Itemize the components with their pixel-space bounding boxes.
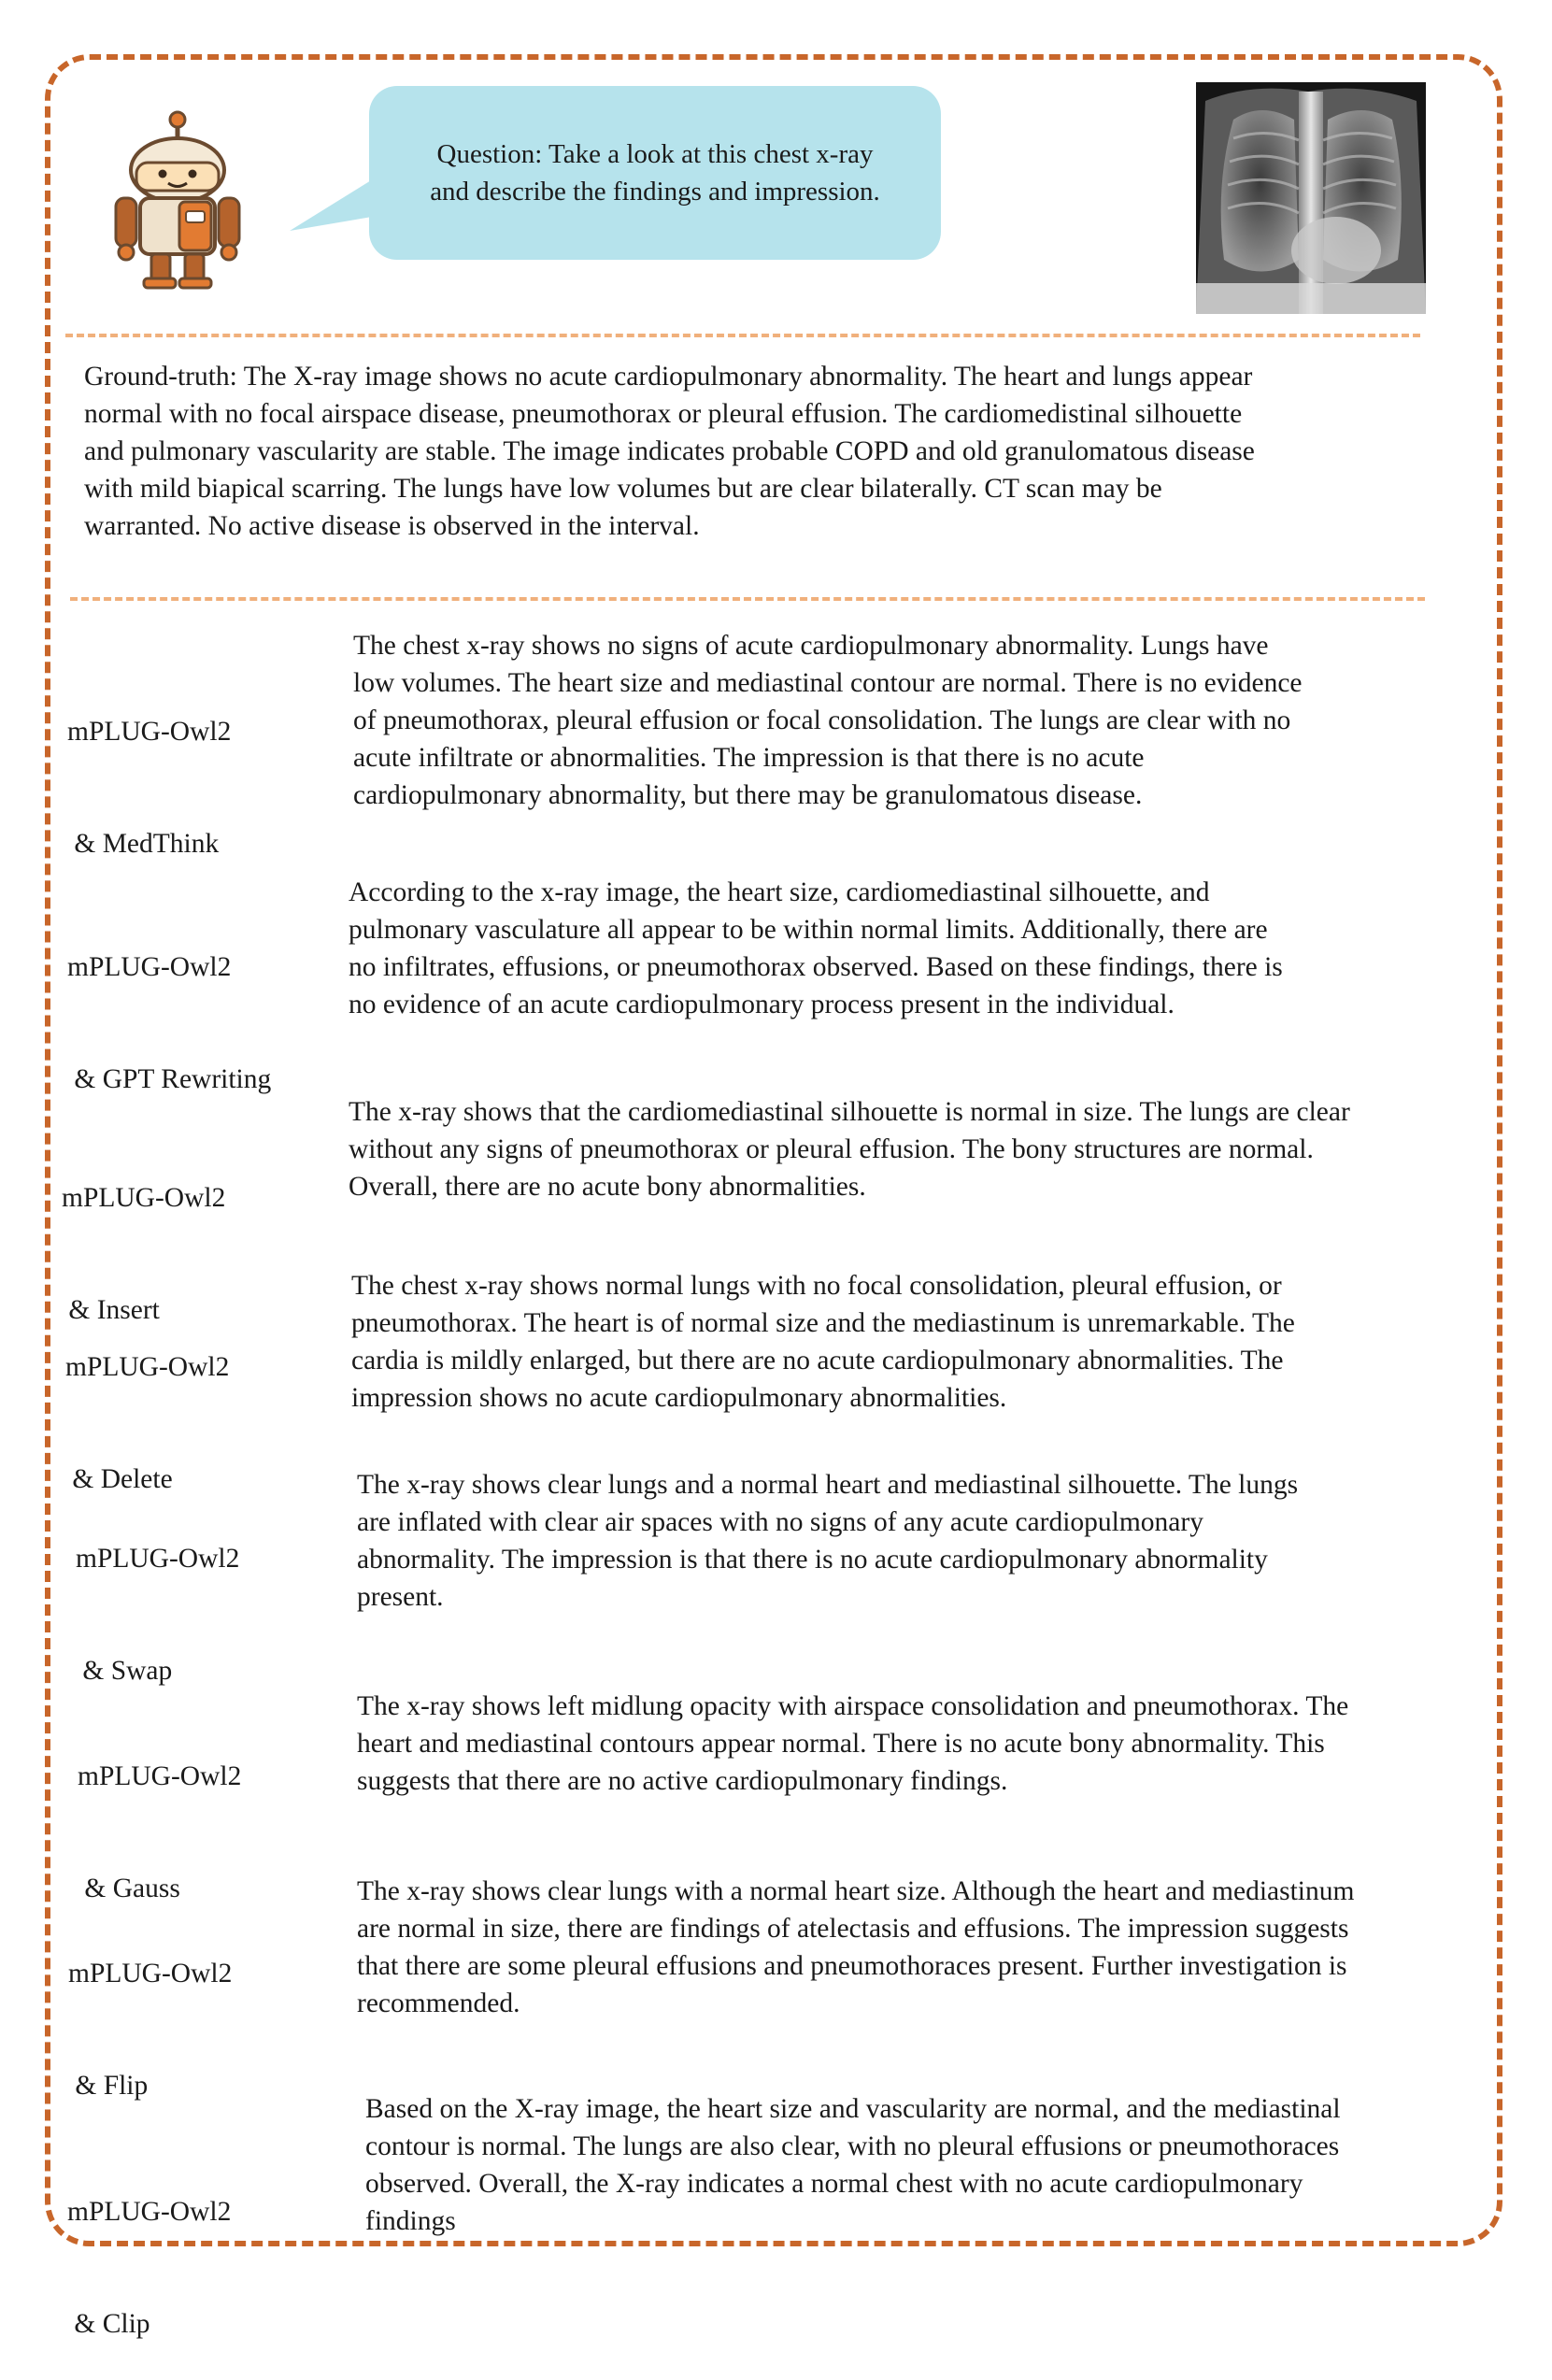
- model-response-gauss: [357, 1688, 1497, 1800]
- robot-assistant-icon: [93, 105, 262, 292]
- response-line: cardiopulmonary abnormality, but there may be granulomatous disease.: [353, 780, 1143, 810]
- model-label-flip: mPLUG-Owl2 & Flip: [68, 1959, 233, 2101]
- model-label-gauss: mPLUG-Owl2 & Gauss: [78, 1761, 242, 1903]
- model-label-clip: mPLUG-Owl2 & Clip: [67, 2197, 232, 2339]
- response-line: acute infiltrate or abnormalities. The impression is that there is no acute: [353, 743, 1145, 773]
- response-line: are normal in size, there are findings of atelectasis and effusions. The impression suggests: [357, 1914, 1349, 1944]
- response-line: that there are some pleural effusions and pneumothoraces present. Further investigation is: [357, 1951, 1347, 1981]
- response-line: no evidence of an acute cardiopulmonary process present in the individual.: [349, 990, 1175, 1019]
- model-response-gpt-rewriting: [349, 874, 1470, 1023]
- model-response-delete: [351, 1267, 1473, 1417]
- response-line: present.: [357, 1582, 444, 1612]
- response-line: heart and mediastinal contours appear normal. There is no acute bony abnormality. This: [357, 1729, 1325, 1759]
- response-line: Overall, there are no acute bony abnormalities.: [349, 1172, 866, 1202]
- response-line: recommended.: [357, 1988, 520, 2018]
- response-line: The x-ray shows clear lungs with a normal heart size. Although the heart and mediastinum: [357, 1876, 1355, 1906]
- response-line: suggests that there are no active cardiopulmonary findings.: [357, 1766, 1008, 1796]
- response-line: pneumothorax. The heart is of normal size and the mediastinum is unremarkable. The: [351, 1308, 1295, 1338]
- model-label-insert: mPLUG-Owl2 & Insert: [62, 1183, 226, 1325]
- response-line: The x-ray shows that the cardiomediastinal silhouette is normal in size. The lungs are clear: [349, 1097, 1350, 1127]
- response-line: The chest x-ray shows normal lungs with no focal consolidation, pleural effusion, or: [351, 1271, 1282, 1301]
- chest-xray-image: [1196, 82, 1426, 314]
- response-line: are inflated with clear air spaces with no signs of any acute cardiopulmonary: [357, 1507, 1203, 1537]
- response-line: without any signs of pneumothorax or pleural effusion. The bony structures are normal.: [349, 1134, 1314, 1164]
- response-line: impression shows no acute cardiopulmonary abnormalities.: [351, 1383, 1007, 1413]
- response-line: pulmonary vasculature all appear to be within normal limits. Additionally, there are: [349, 915, 1268, 945]
- ground-truth-line: with mild biapical scarring. The lungs have low volumes but are clear bilaterally. CT scan may be: [84, 474, 1162, 504]
- model-response-flip: [357, 1873, 1497, 2022]
- response-line: findings: [365, 2206, 456, 2236]
- model-label-delete: mPLUG-Owl2 & Delete: [65, 1352, 230, 1494]
- response-line: cardia is mildly enlarged, but there are no acute cardiopulmonary abnormalities. The: [351, 1346, 1284, 1375]
- ground-truth-line: normal with no focal airspace disease, pneumothorax or pleural effusion. The cardiomedistinal silhouette: [84, 399, 1243, 429]
- response-line: observed. Overall, the X-ray indicates a normal chest with no acute cardiopulmonary: [365, 2169, 1303, 2199]
- model-response-clip: [365, 2090, 1487, 2240]
- ground-truth-line: and pulmonary vascularity are stable. The image indicates probable COPD and old granulomatous disease: [84, 436, 1255, 466]
- model-response-insert: [349, 1093, 1488, 1205]
- response-line: contour is normal. The lungs are also clear, with no pleural effusions or pneumothoraces: [365, 2131, 1340, 2161]
- ground-truth-line: Ground-truth: The X-ray image shows no acute cardiopulmonary abnormality. The heart and lungs appear: [84, 362, 1253, 392]
- separator-line: [65, 334, 1420, 337]
- response-line: According to the x-ray image, the heart size, cardiomediastinal silhouette, and: [349, 877, 1210, 907]
- ground-truth-text: [84, 358, 1439, 545]
- response-line: Based on the X-ray image, the heart size and vascularity are normal, and the mediastinal: [365, 2094, 1341, 2124]
- question-line: and describe the findings and impression.: [430, 177, 880, 207]
- response-line: of pneumothorax, pleural effusion or focal consolidation. The lungs are clear with no: [353, 705, 1291, 735]
- model-label-gpt-rewriting: mPLUG-Owl2 & GPT Rewriting: [67, 952, 272, 1094]
- question-bubble: [369, 86, 941, 260]
- question-line: Question: Take a look at this chest x-ray: [436, 139, 874, 169]
- ground-truth-line: warranted. No active disease is observed in the interval.: [84, 511, 700, 541]
- model-label-medthink: mPLUG-Owl2 & MedThink: [67, 717, 232, 859]
- separator-line: [70, 597, 1425, 601]
- response-line: no infiltrates, effusions, or pneumothorax observed. Based on these findings, there is: [349, 952, 1283, 982]
- model-response-medthink: [353, 627, 1474, 814]
- response-line: The chest x-ray shows no signs of acute cardiopulmonary abnormality. Lungs have: [353, 631, 1269, 661]
- model-label-swap: mPLUG-Owl2 & Swap: [76, 1544, 240, 1686]
- response-line: abnormality. The impression is that there is no acute cardiopulmonary abnormality: [357, 1545, 1268, 1575]
- response-line: low volumes. The heart size and mediastinal contour are normal. There is no evidence: [353, 668, 1303, 698]
- response-line: The x-ray shows left midlung opacity with airspace consolidation and pneumothorax. The: [357, 1691, 1349, 1721]
- model-response-swap: [357, 1466, 1478, 1616]
- response-line: The x-ray shows clear lungs and a normal heart and mediastinal silhouette. The lungs: [357, 1470, 1299, 1500]
